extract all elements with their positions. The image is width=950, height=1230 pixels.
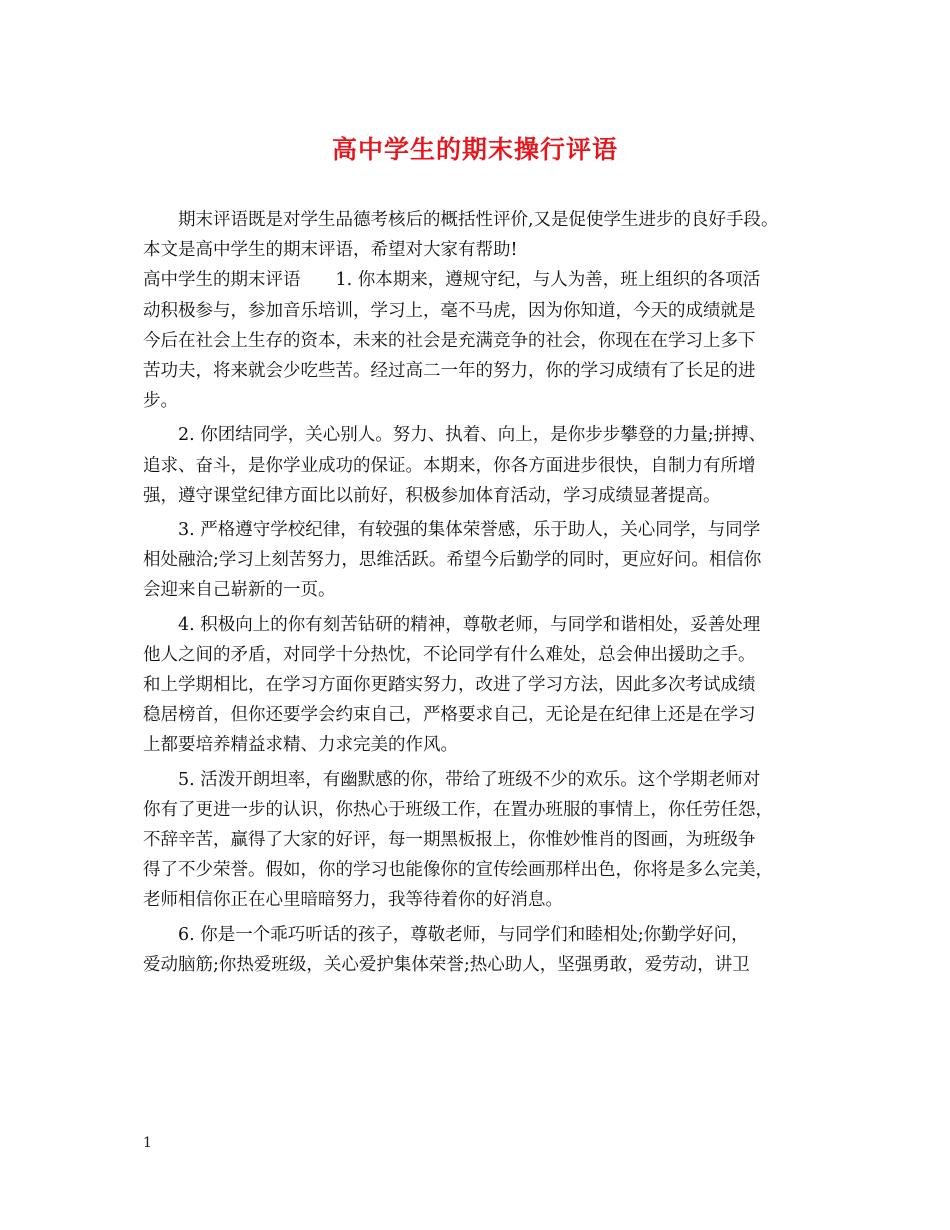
text-line: 不辞辛苦，赢得了大家的好评，每一期黑板报上，你惟妙惟肖的图画，为班级争 [143, 830, 756, 851]
text-line: 本文是高中学生的期末评语，希望对大家有帮助! [143, 240, 518, 261]
paragraph-intro [143, 205, 813, 265]
text-line: 得了不少荣誉。假如，你的学习也能像你的宣传绘画那样出色，你将是多么完美， [143, 860, 773, 881]
text-line: 他人之间的矛盾，对同学十分热忱，不论同学有什么难处，总会伸出援助之手。 [143, 644, 756, 665]
text-line: 6. 你是一个乖巧听话的孩子，尊敬老师，与同学们和睦相处;你勤学好问， [178, 924, 749, 945]
text-line: 强，遵守课堂纪律方面比以前好，积极参加体育活动，学习成绩显著提高。 [143, 485, 721, 506]
text-line: 步。 [143, 391, 178, 412]
text-line: 高中学生的期末评语 1. 你本期来，遵规守纪，与人为善，班上组织的各项活 [143, 270, 761, 291]
text-line: 3. 严格遵守学校纪律，有较强的集体荣誉感，乐于助人，关心同学，与同学 [178, 520, 761, 541]
text-line: 稳居榜首，但你还要学会约束自己，严格要求自己，无论是在纪律上还是在学习 [143, 705, 756, 726]
text-line: 爱动脑筋;你热爱班级，关心爱护集体荣誉;热心助人，坚强勇敢，爱劳动，讲卫 [143, 954, 750, 975]
text-line: 相处融洽;学习上刻苦努力，思维活跃。希望今后勤学的同时，更应好问。相信你 [143, 550, 762, 571]
text-line: 和上学期相比，在学习方面你更踏实努力，改进了学习方法，因此多次考试成绩 [143, 675, 756, 696]
text-line: 2. 你团结同学，关心别人。努力、执着、向上，是你步步攀登的力量;拼搏、 [178, 425, 767, 446]
paragraph-comment-6 [143, 920, 813, 980]
paragraph-comment-3 [143, 515, 813, 606]
text-line: 上都要培养精益求精、力求完美的作风。 [143, 735, 458, 756]
text-line: 会迎来自己崭新的一页。 [143, 580, 336, 601]
paragraph-comment-5 [143, 765, 813, 916]
text-line: 追求、奋斗，是你学业成功的保证。本期来，你各方面进步很快，自制力有所增 [143, 455, 756, 476]
text-line: 你有了更进一步的认识，你热心于班级工作，在置办班服的事情上，你任劳任怨， [143, 799, 773, 820]
text-line: 5. 活泼开朗坦率，有幽默感的你，带给了班级不少的欢乐。这个学期老师对 [178, 769, 761, 790]
text-line: 期末评语既是对学生品德考核后的概括性评价,又是促使学生进步的良好手段。 [178, 210, 779, 230]
paragraph-comment-2 [143, 420, 813, 511]
text-line: 今后在社会上生存的资本，未来的社会是充满竞争的社会，你现在在学习上多下 [143, 330, 756, 351]
text-line: 老师相信你正在心里暗暗努力，我等待着你的好消息。 [143, 890, 563, 911]
paragraph-comment-1 [143, 265, 813, 416]
page-number: 1 [143, 1135, 152, 1151]
text-line: 苦功夫，将来就会少吃些苦。经过高二一年的努力，你的学习成绩有了长足的进 [143, 361, 756, 382]
paragraph-comment-4 [143, 610, 813, 761]
document-body [143, 205, 813, 980]
document-title: 高中学生的期末操行评语 [331, 135, 618, 164]
text-line: 动积极参与，参加音乐培训，学习上，毫不马虎，因为你知道，今天的成绩就是 [143, 300, 756, 321]
text-line: 4. 积极向上的你有刻苦钻研的精神，尊敬老师，与同学和谐相处，妥善处理 [178, 614, 761, 635]
